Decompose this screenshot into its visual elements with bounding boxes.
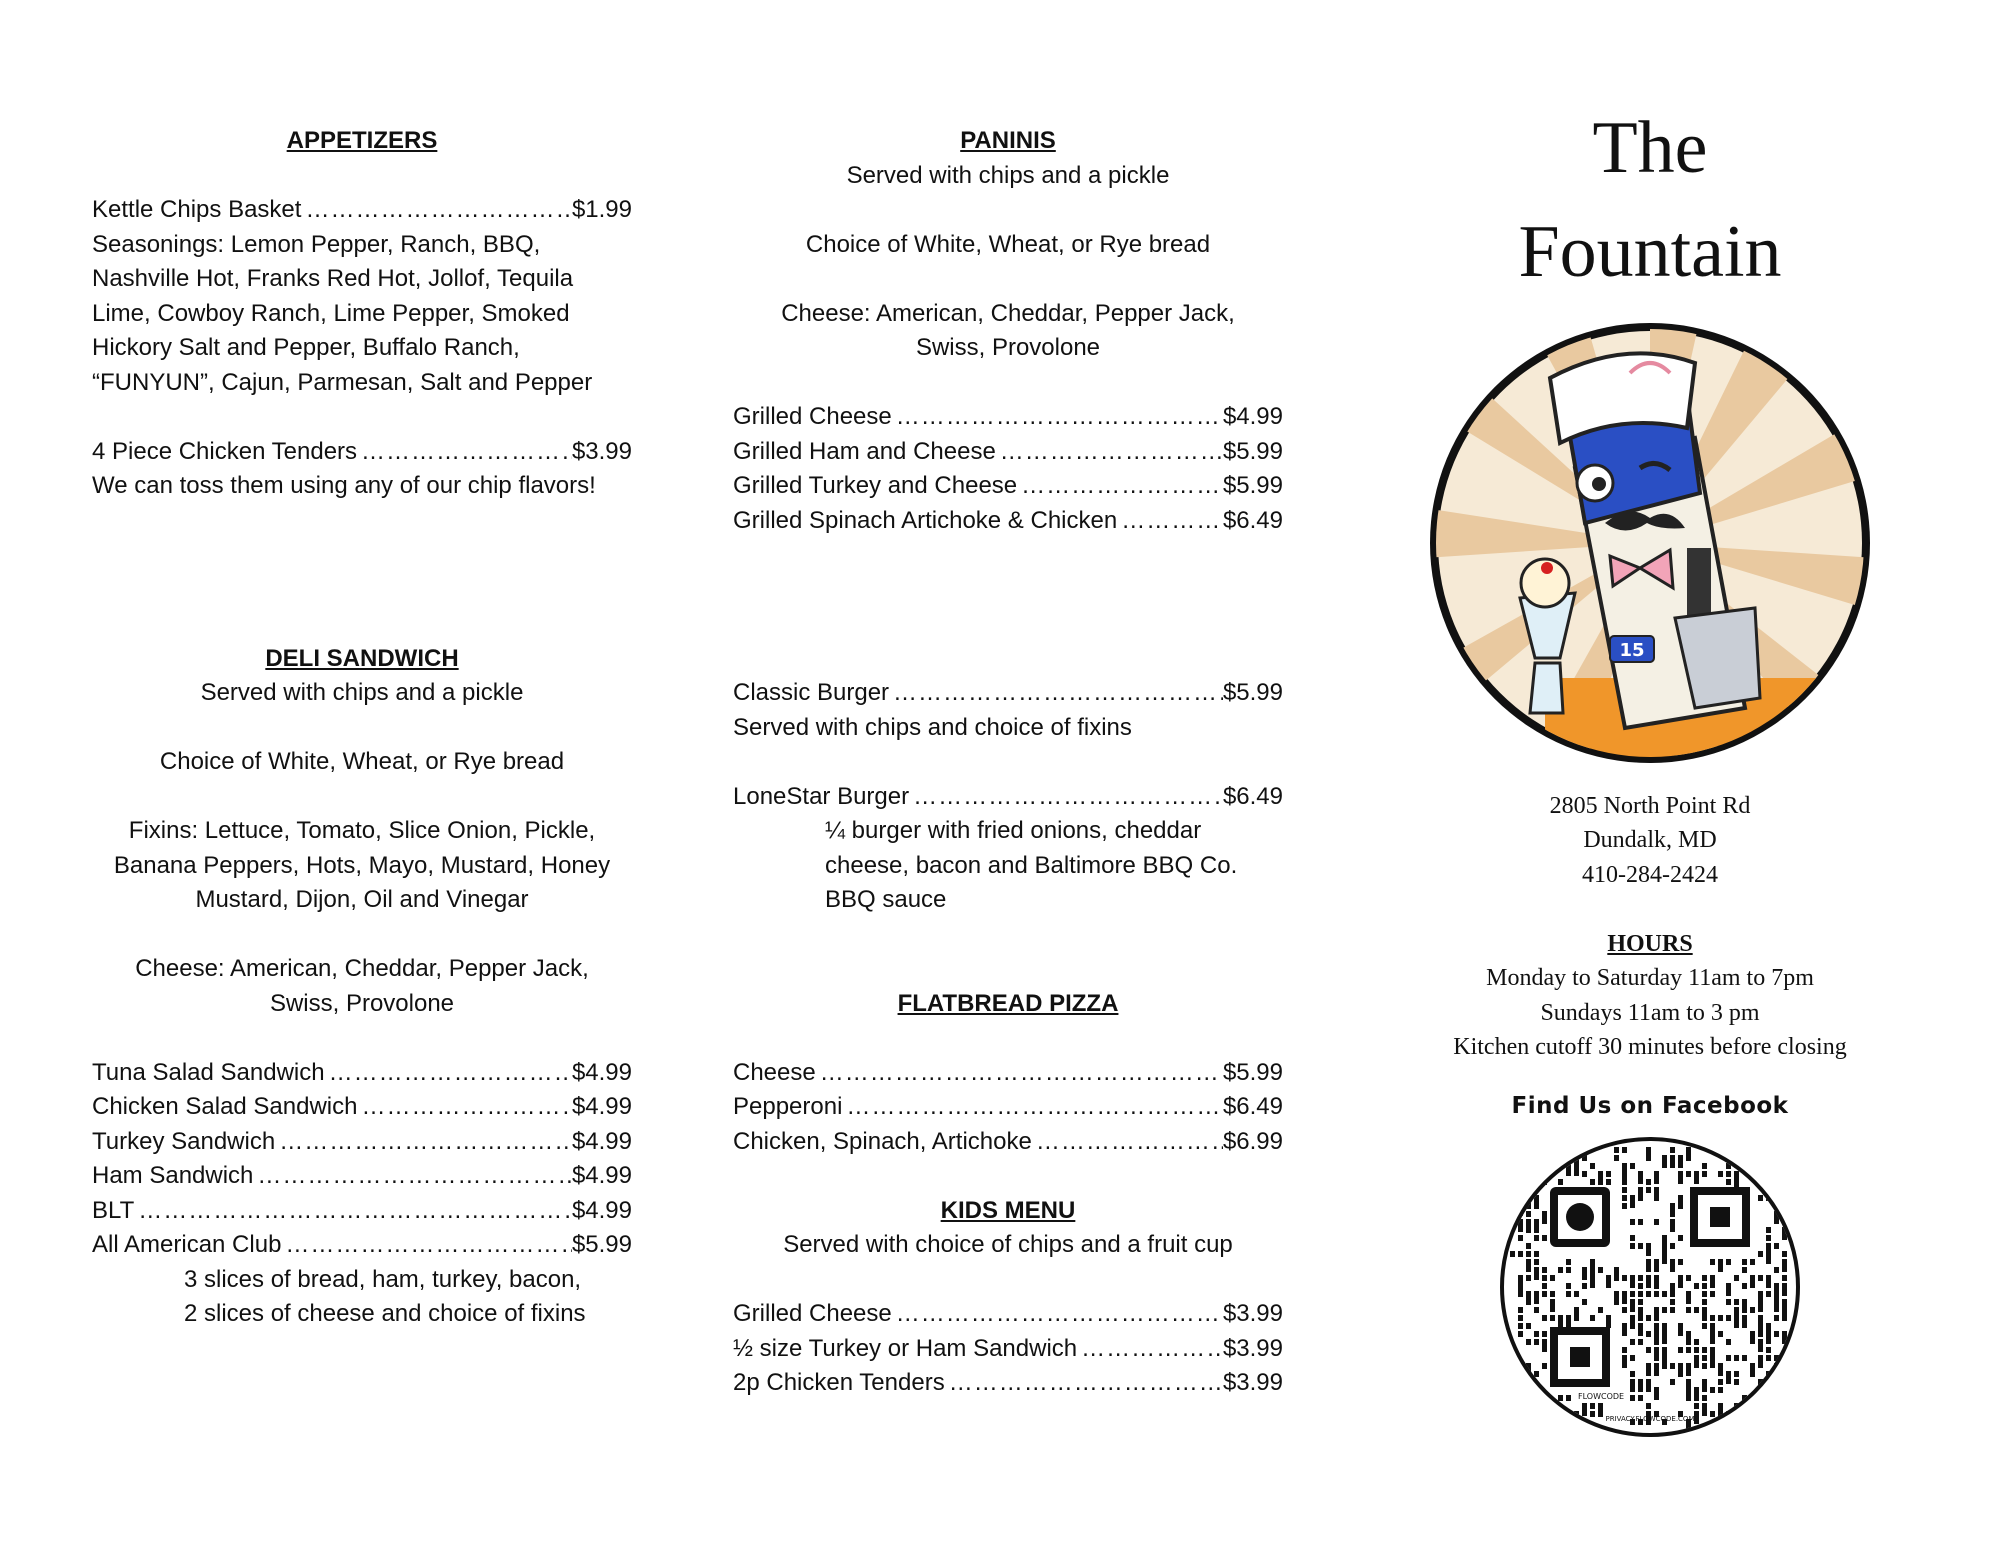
deli-heading: DELI SANDWICH	[265, 644, 459, 672]
restaurant-title-line1: The	[1592, 107, 1708, 189]
item-price: $4.99	[1222, 403, 1283, 430]
middle-column	[733, 124, 1283, 1401]
club-note: 2 slices of cheese and choice of fixins	[184, 1300, 586, 1327]
item-price: $3.99	[1222, 1334, 1283, 1362]
item-name: Turkey Sandwich	[92, 1127, 276, 1155]
paninis-heading: PANINIS	[960, 127, 1056, 154]
menu-item	[733, 1090, 1283, 1125]
item-name: 2p Chicken Tenders	[733, 1369, 945, 1396]
item-name: LoneStar Burger	[733, 782, 910, 810]
menu-item	[733, 469, 1283, 504]
item-price: $4.99	[571, 1058, 632, 1086]
item-name: Ham Sandwich	[92, 1162, 254, 1189]
item-price: $5.99	[571, 1231, 632, 1258]
classic-note: Served with chips and choice of fixins	[733, 713, 1132, 741]
item-price: $6.49	[1222, 1093, 1283, 1120]
phone: 410-284-2424	[1582, 861, 1718, 888]
menu-item	[733, 1366, 1283, 1401]
paninis-served: Served with chips and a pickle	[846, 161, 1170, 189]
menu-item	[733, 1125, 1283, 1160]
deli-cheese-line: Swiss, Provolone	[269, 989, 455, 1017]
facebook-qr-code[interactable]	[1400, 1137, 1900, 1448]
item-name: Grilled Ham and Cheese	[733, 437, 996, 465]
hours-line: Monday to Saturday 11am to 7pm	[1486, 965, 1814, 991]
item-price: $5.99	[1222, 1058, 1283, 1086]
hours-line: Sundays 11am to 3 pm	[1540, 999, 1760, 1026]
lonestar-note: cheese, bacon and Baltimore BBQ Co.	[825, 851, 1238, 879]
seasonings-line: Hickory Salt and Pepper, Buffalo Ranch,	[92, 334, 520, 361]
item-price: $5.99	[1222, 472, 1283, 499]
item-name: Chicken Salad Sandwich	[92, 1093, 358, 1120]
deli-cheese-line: Cheese: American, Cheddar, Pepper Jack,	[135, 955, 589, 982]
seasonings-line: Seasonings: Lemon Pepper, Ranch, BBQ,	[92, 230, 541, 258]
menu-item	[92, 1194, 632, 1229]
qr-code-icon	[1500, 1137, 1800, 1437]
item-price: $6.49	[1222, 506, 1283, 534]
item-price: $3.99	[1222, 1300, 1283, 1327]
menu-item	[92, 435, 632, 470]
menu-item	[733, 780, 1283, 815]
menu-item	[92, 1159, 632, 1194]
left-column	[92, 124, 632, 1332]
menu-item	[733, 676, 1283, 711]
seasonings-line: “FUNYUN”, Cajun, Parmesan, Salt and Pepper	[92, 368, 593, 396]
menu-item	[733, 400, 1283, 435]
item-price: $5.99	[1222, 437, 1283, 465]
deli-fixins-line: Banana Peppers, Hots, Mayo, Mustard, Honey	[113, 851, 611, 879]
restaurant-title-line2: Fountain	[1518, 211, 1782, 293]
deli-served: Served with chips and a pickle	[200, 679, 524, 706]
right-column	[1400, 96, 1900, 1448]
seasonings-line: Lime, Cowboy Ranch, Lime Pepper, Smoked	[92, 299, 570, 327]
item-price: $4.99	[571, 1196, 632, 1224]
tenders-note: We can toss them using any of our chip flavors!	[92, 472, 596, 499]
menu-item	[92, 1228, 632, 1263]
item-price: $4.99	[571, 1162, 632, 1189]
facebook-label: Find Us on Facebook	[1511, 1092, 1789, 1119]
item-name: BLT	[92, 1196, 135, 1224]
item-price: $4.99	[571, 1127, 632, 1155]
seasonings-line: Nashville Hot, Franks Red Hot, Jollof, Tequila	[92, 265, 574, 292]
item-price: $6.49	[1222, 782, 1283, 810]
menu-item	[92, 1125, 632, 1160]
menu-item	[733, 435, 1283, 470]
item-price: $1.99	[571, 196, 632, 223]
hours-heading: HOURS	[1607, 930, 1693, 957]
menu-item	[733, 1297, 1283, 1332]
item-price: $4.99	[571, 1093, 632, 1120]
item-name: All American Club	[92, 1231, 282, 1258]
item-name: Classic Burger	[733, 679, 890, 706]
club-note: 3 slices of bread, ham, turkey, bacon,	[184, 1265, 582, 1293]
item-name: Cheese	[733, 1058, 816, 1086]
qr-caption: FLOWCODE	[1578, 1392, 1625, 1401]
item-price: $3.99	[571, 437, 632, 465]
kids-served: Served with choice of chips and a fruit cup	[783, 1231, 1233, 1258]
item-price: $5.99	[1222, 679, 1283, 706]
city: Dundalk, MD	[1583, 827, 1717, 853]
lonestar-note: BBQ sauce	[825, 886, 947, 913]
logo	[1400, 318, 1900, 779]
menu-item	[733, 504, 1283, 539]
item-price: $3.99	[1222, 1369, 1283, 1396]
menu-item	[733, 1056, 1283, 1091]
paninis-bread: Choice of White, Wheat, or Rye bread	[805, 230, 1211, 258]
appetizers-heading: APPETIZERS	[286, 127, 438, 154]
item-price: $6.99	[1222, 1127, 1283, 1155]
item-name: Tuna Salad Sandwich	[92, 1058, 325, 1086]
flatbread-heading: FLATBREAD PIZZA	[897, 989, 1119, 1017]
item-name: Grilled Spinach Artichoke & Chicken	[733, 506, 1118, 534]
item-name: Grilled Cheese	[733, 403, 892, 430]
item-name: Kettle Chips Basket	[92, 196, 302, 223]
menu-item	[92, 193, 632, 228]
paninis-cheese-line: Cheese: American, Cheddar, Pepper Jack,	[781, 299, 1235, 327]
item-name: Pepperoni	[733, 1093, 843, 1120]
kids-heading: KIDS MENU	[940, 1196, 1076, 1224]
qr-caption: PRIVACY.FLOWCODE.COM	[1605, 1415, 1695, 1423]
item-name: 4 Piece Chicken Tenders	[92, 437, 358, 465]
item-name: Grilled Cheese	[733, 1300, 892, 1327]
paninis-cheese-line: Swiss, Provolone	[915, 334, 1101, 361]
menu-item	[733, 1332, 1283, 1367]
lonestar-note: ¼ burger with fried onions, cheddar	[825, 817, 1202, 844]
deli-bread: Choice of White, Wheat, or Rye bread	[159, 748, 565, 775]
item-name: Chicken, Spinach, Artichoke	[733, 1127, 1032, 1155]
hours-line: Kitchen cutoff 30 minutes before closing	[1453, 1034, 1847, 1060]
menu-item	[92, 1090, 632, 1125]
mascot-logo-icon	[1425, 318, 1875, 768]
deli-fixins-line: Mustard, Dijon, Oil and Vinegar	[195, 886, 529, 913]
item-name: ½ size Turkey or Ham Sandwich	[733, 1334, 1078, 1362]
menu-item	[92, 1056, 632, 1091]
logo-badge: 15	[1619, 640, 1645, 661]
deli-fixins-line: Fixins: Lettuce, Tomato, Slice Onion, Pickle,	[128, 817, 596, 844]
item-name: Grilled Turkey and Cheese	[733, 472, 1018, 499]
address: 2805 North Point Rd	[1549, 792, 1751, 819]
